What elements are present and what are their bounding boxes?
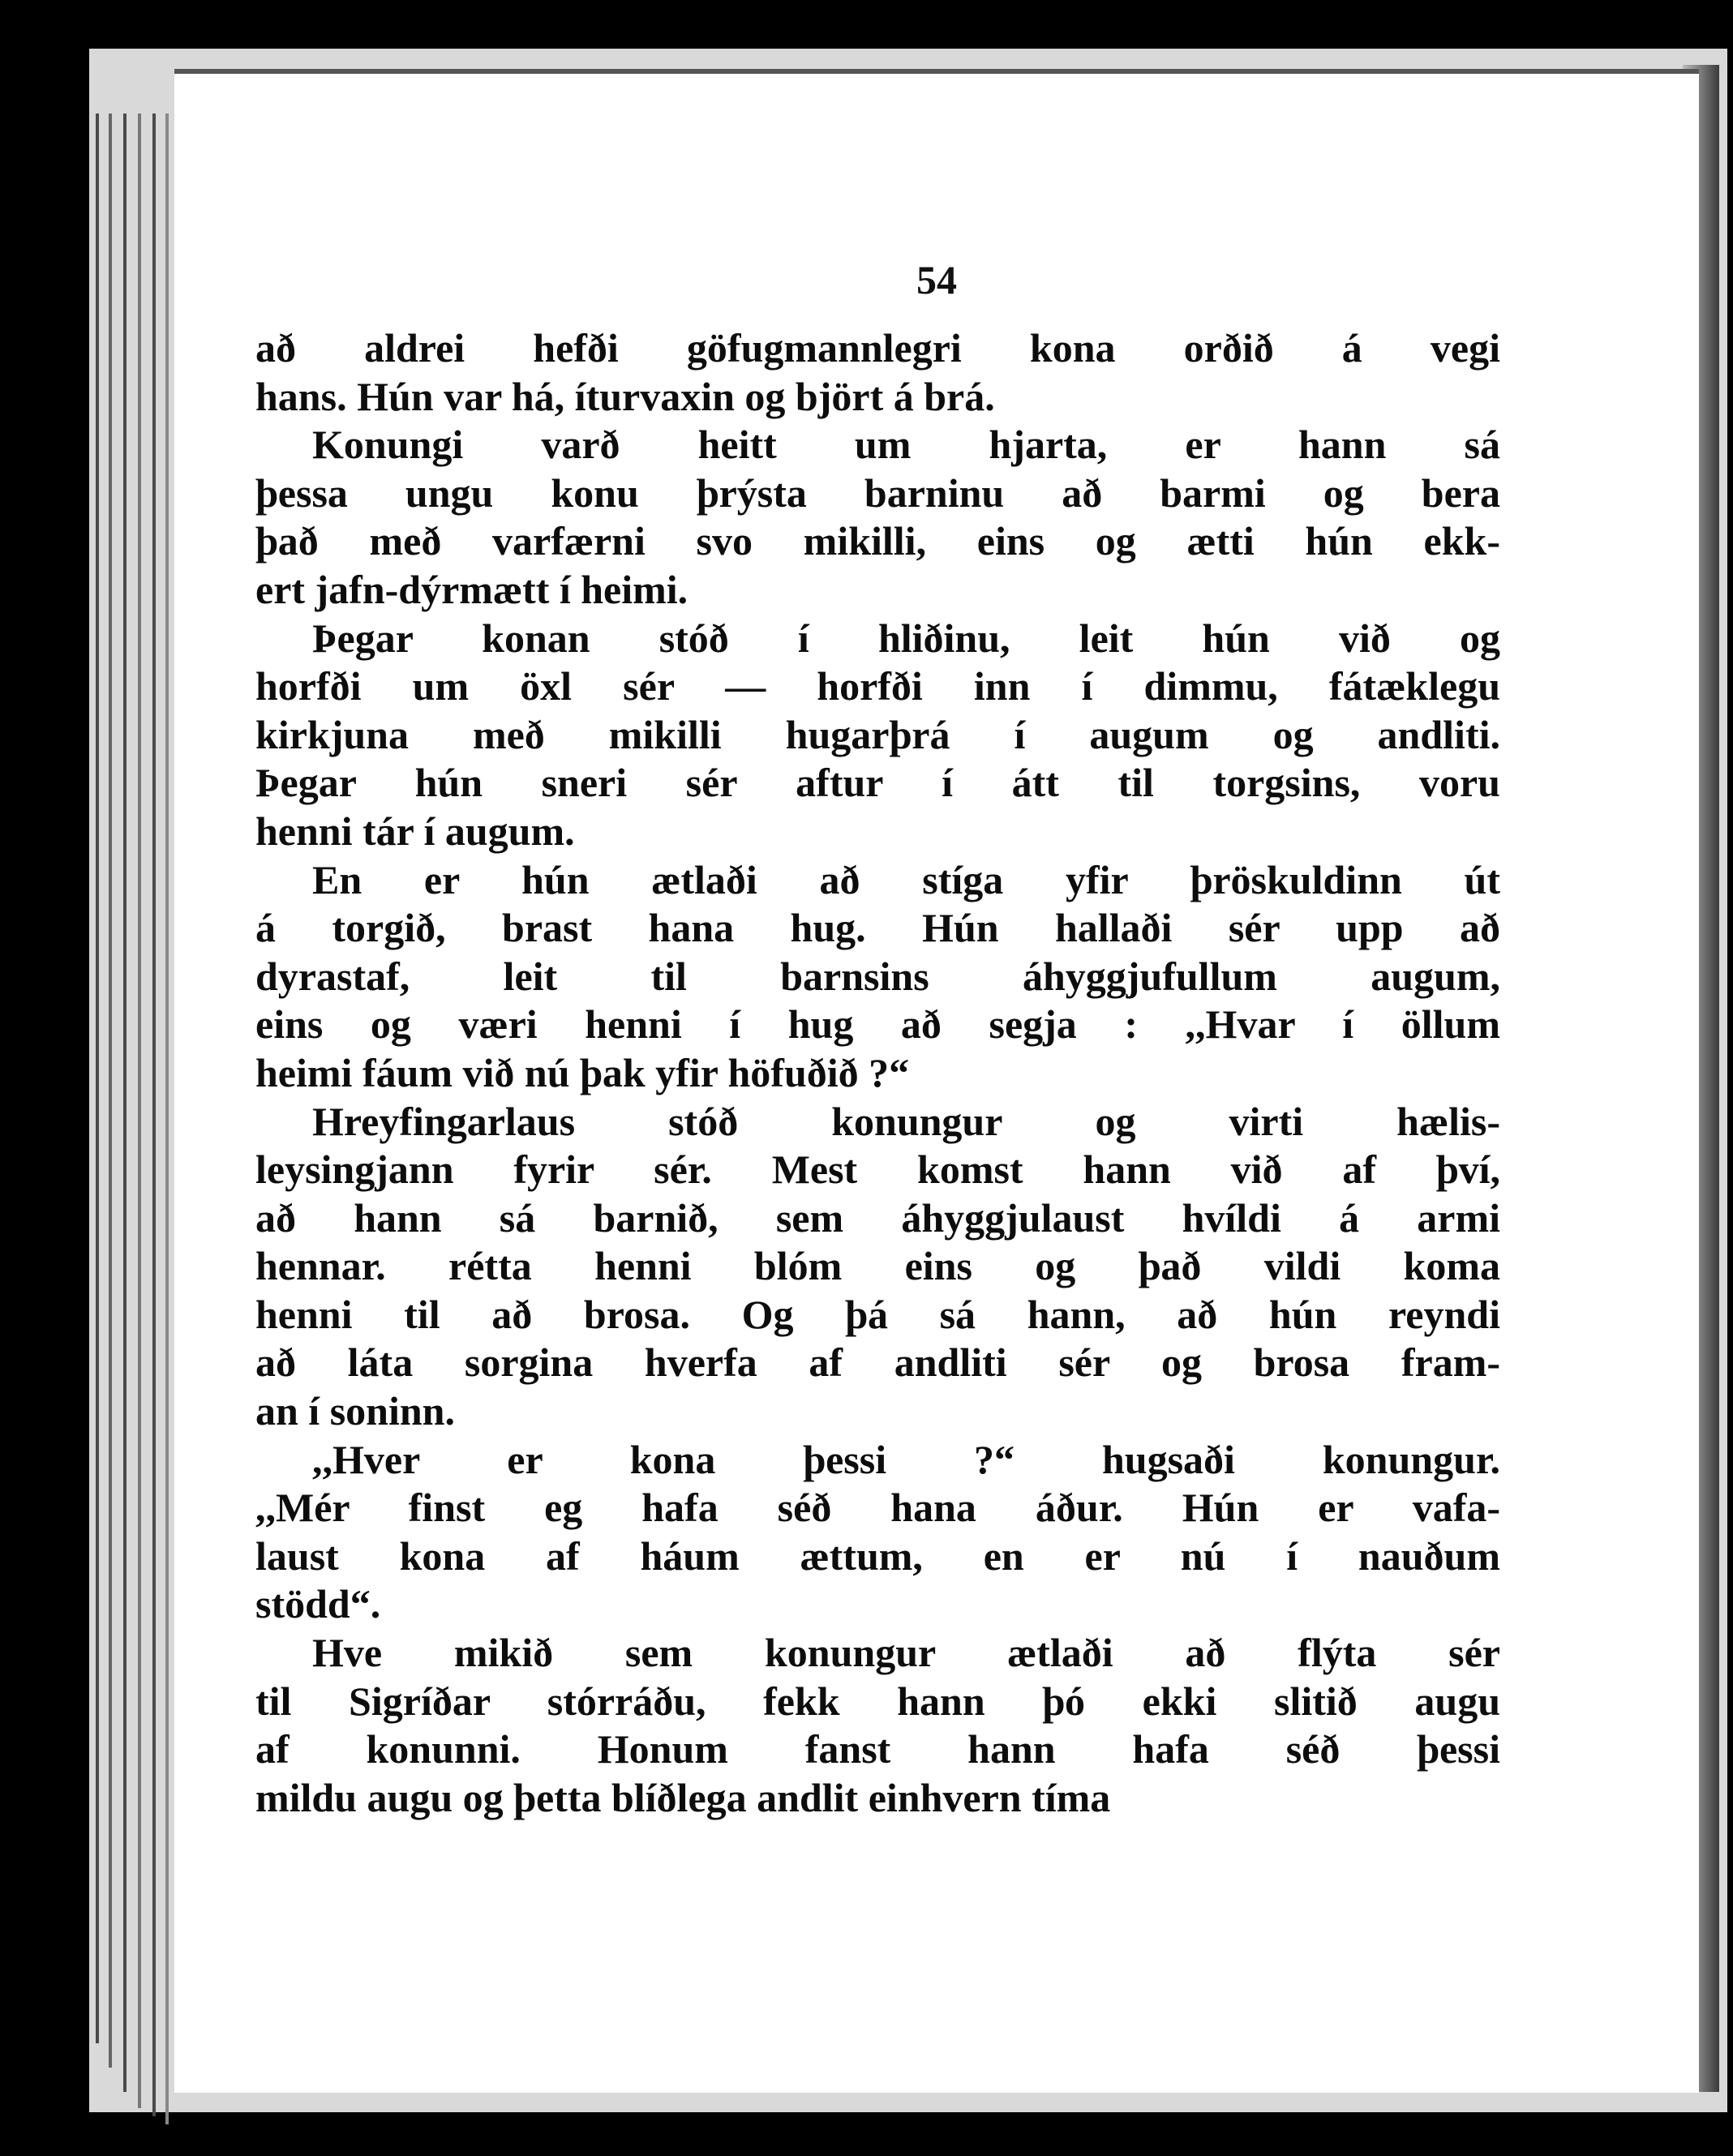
paragraph bbox=[255, 1629, 1500, 1822]
text-line: ,,Hver er kona þessi ?“ hugsaði konungur. bbox=[312, 1436, 1500, 1482]
body-text bbox=[255, 324, 1500, 1822]
text-line: henni til að brosa. Og þá sá hann, að hún reyndi bbox=[255, 1291, 1500, 1337]
text-line: eins og væri henni í hug að segja : ,,Hvar í öllum bbox=[255, 1001, 1500, 1048]
text-line: stödd“. bbox=[255, 1581, 381, 1627]
page-edge-line bbox=[165, 114, 169, 2124]
text-line: á torgið, brast hana hug. Hún hallaði sér upp að bbox=[255, 905, 1500, 951]
text-line: það með varfærni svo mikilli, eins og ætti hún ekk- bbox=[255, 518, 1500, 564]
text-line: dyrastaf, leit til barnsins áhyggjufullum augum, bbox=[255, 953, 1500, 999]
paragraph bbox=[255, 421, 1500, 614]
text-line: ert jafn-dýrmætt í heimi. bbox=[255, 566, 688, 612]
text-line: þessa ungu konu þrýsta barninu að barmi og bera bbox=[255, 469, 1500, 516]
text-line: En er hún ætlaði að stíga yfir þröskuldinn út bbox=[312, 856, 1500, 902]
text-line: til Sigríðar stórráðu, fekk hann þó ekki slitið augu bbox=[255, 1678, 1500, 1724]
text-line: hans. Hún var há, íturvaxin og björt á brá. bbox=[255, 373, 995, 419]
text-line: af konunni. Honum fanst hann hafa séð þessi bbox=[255, 1726, 1500, 1772]
page-edge-line bbox=[123, 114, 127, 2092]
text-line: að láta sorgina hverfa af andliti sér og brosa fram- bbox=[255, 1339, 1500, 1386]
text-line: Konungi varð heitt um hjarta, er hann sá bbox=[312, 422, 1500, 468]
text-line: an í soninn. bbox=[255, 1388, 455, 1434]
text-line: Hreyfingarlaus stóð konungur og virti hælis- bbox=[312, 1098, 1500, 1144]
text-line: að aldrei hefði göfugmannlegri kona orðið á vegi bbox=[255, 325, 1500, 371]
text-line: laust kona af háum ættum, en er nú í nauðum bbox=[255, 1532, 1500, 1579]
text-line: horfði um öxl sér — horfði inn í dimmu, fátæklegu bbox=[255, 663, 1500, 709]
text-line: kirkjuna með mikilli hugarþrá í augum og andliti. bbox=[255, 711, 1500, 757]
page-edge-line bbox=[96, 114, 99, 2043]
page-number: 54 bbox=[916, 257, 957, 302]
paragraph bbox=[255, 856, 1500, 1098]
text-line: ,,Mér finst eg hafa séð hana áður. Hún er vafa- bbox=[255, 1485, 1500, 1531]
text-line: henni tár í augum. bbox=[255, 808, 575, 854]
text-line: að hann sá barnið, sem áhyggjulaust hvíldi á armi bbox=[255, 1194, 1500, 1241]
page-edge-line bbox=[152, 114, 156, 2116]
text-line: Þegar konan stóð í hliðinu, leit hún við og bbox=[312, 615, 1500, 661]
text-line: mildu augu og þetta blíðlega andlit einhvern tíma bbox=[255, 1774, 1111, 1820]
text-line: leysingjann fyrir sér. Mest komst hann við af því, bbox=[255, 1147, 1500, 1193]
text-line: Þegar hún sneri sér aftur í átt til torgsins, voru bbox=[255, 760, 1500, 806]
paragraph bbox=[255, 1098, 1500, 1436]
paragraph bbox=[255, 1436, 1500, 1629]
page-edge-line bbox=[109, 114, 112, 2068]
page-edge-line bbox=[138, 114, 141, 2108]
text-line: hennar. rétta henni blóm eins og það vildi koma bbox=[255, 1243, 1500, 1289]
paragraph bbox=[255, 615, 1500, 856]
paragraph bbox=[255, 324, 1500, 421]
text-line: heimi fáum við nú þak yfir höfuðið ?“ bbox=[255, 1049, 910, 1095]
text-line: Hve mikið sem konungur ætlaði að flýta sér bbox=[312, 1630, 1500, 1676]
